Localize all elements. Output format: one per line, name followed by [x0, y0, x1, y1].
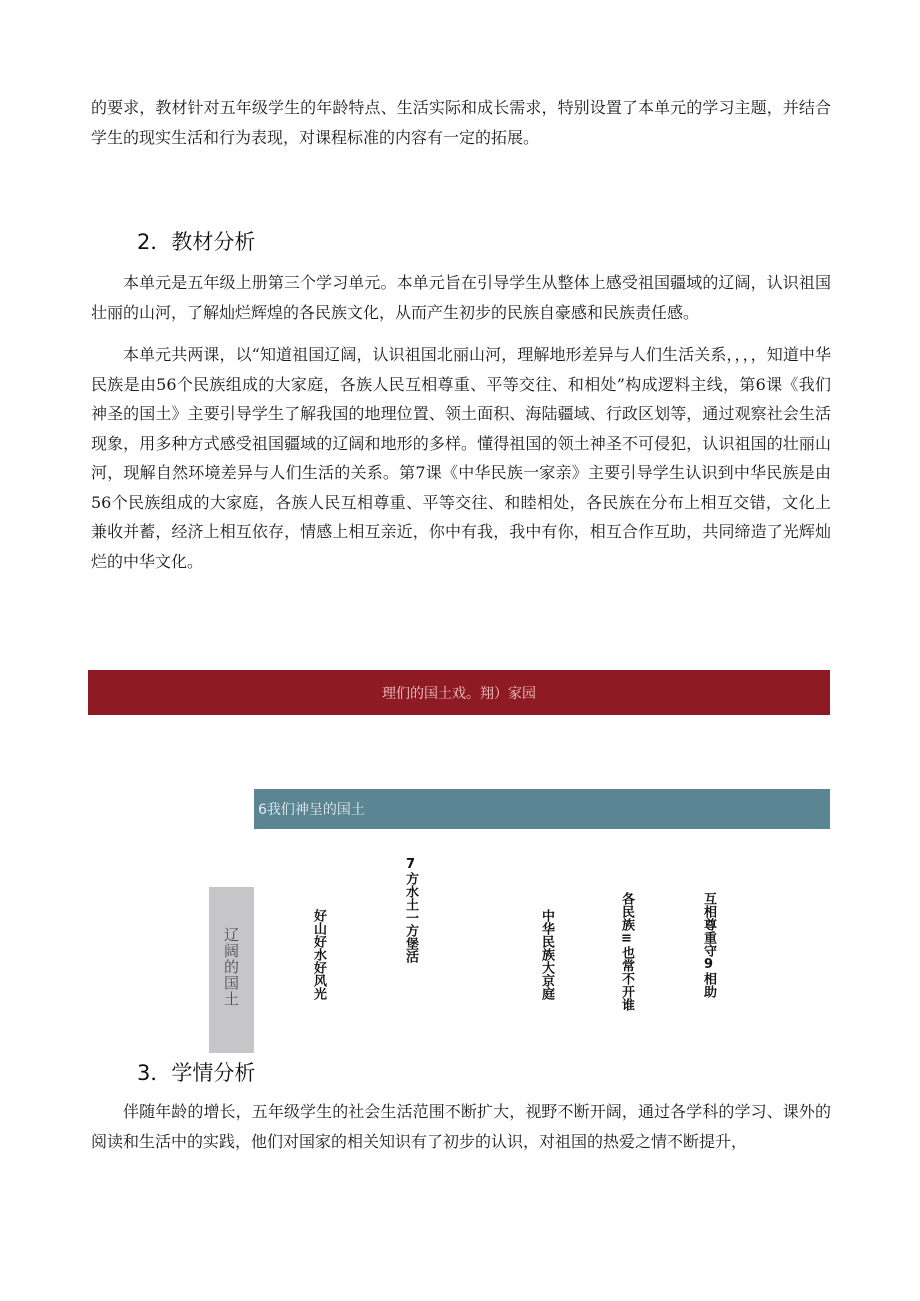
diagram-column-4: 各民族≡也常不开谁: [619, 892, 634, 1011]
learner-paragraph-1: 伴随年龄的增长，五年级学生的社会生活范围不断扩大，视野不断开阔，通过各学科的学习、课外的阅读和生活中的实践，他们对国家的相关知识有了初步的认识，对祖国的热爱之情不断提升，: [91, 1102, 831, 1151]
side-label-text: 辽阔的国土: [222, 927, 240, 1007]
section-heading-textbook-analysis: 2．教材分析: [137, 230, 256, 254]
intro-paragraph: 的要求，教材针对五年级学生的年龄特点、生活实际和成长需求，特别设置了本单元的学习主题，并结合学生的现实生活和行为表现，对课程标准的内容有一定的拓展。: [91, 98, 831, 147]
analysis-paragraph-1: 本单元是五年级上册第三个学习单元。本单元旨在引导学生从整体上感受祖国疆域的辽阔，认识祖国壮丽的山河，了解灿烂辉煌的各民族文化，从而产生初步的民族自豪感和民族责任感。: [91, 273, 831, 322]
diagram-column-1: 好山好水好风光: [311, 909, 326, 1000]
diagram-column-3: 中华民族大京庭: [539, 909, 554, 1000]
unit-title-banner: [88, 670, 830, 715]
unit-title-text: 理们的国土戏。翔）家园: [382, 685, 536, 702]
diagram-column-2: 7方水土一方堡活: [403, 857, 418, 963]
lesson-title-text: 6我们神呈的国土: [258, 802, 365, 818]
lesson-title-banner: [254, 789, 830, 829]
analysis-paragraph-2: 本单元共两课，以“知道祖国辽阔，认识祖国北丽山河，理解地形差异与人们生活关系，，，，知道中华民族是由56个民族组成的大家庭，各族人民互相尊重、平等交往、和相处”构成逻料主线，第6课《我们神圣的国土》主要引导学生了解我国的地理位置、领土面积、海陆疆域、行政区划等，通过观察社会生活现象，用多种方式感受祖国疆域的辽阔和地形的多样。懂得祖国的领土神圣不可侵犯，认识祖国的壮丽山河，现解自然环境差异与人们生活的关系。第7课《中华民族一家亲》主要引导学生认识到中华民族是由56个民族组成的大家庭，各族人民互相尊重、平等交往、和睦相处，各民族在分布上相互交错，文化上兼收并蓄，经济上相互依存，情感上相互亲近，你中有我，我中有你，相互合作互助，共同缔造了光辉灿烂的中华文化。: [91, 345, 831, 571]
section-heading-learner-analysis: 3．学情分析: [137, 1061, 256, 1085]
diagram-column-5: 互相尊重守9相助: [701, 892, 716, 998]
side-label-box: [209, 887, 254, 1053]
